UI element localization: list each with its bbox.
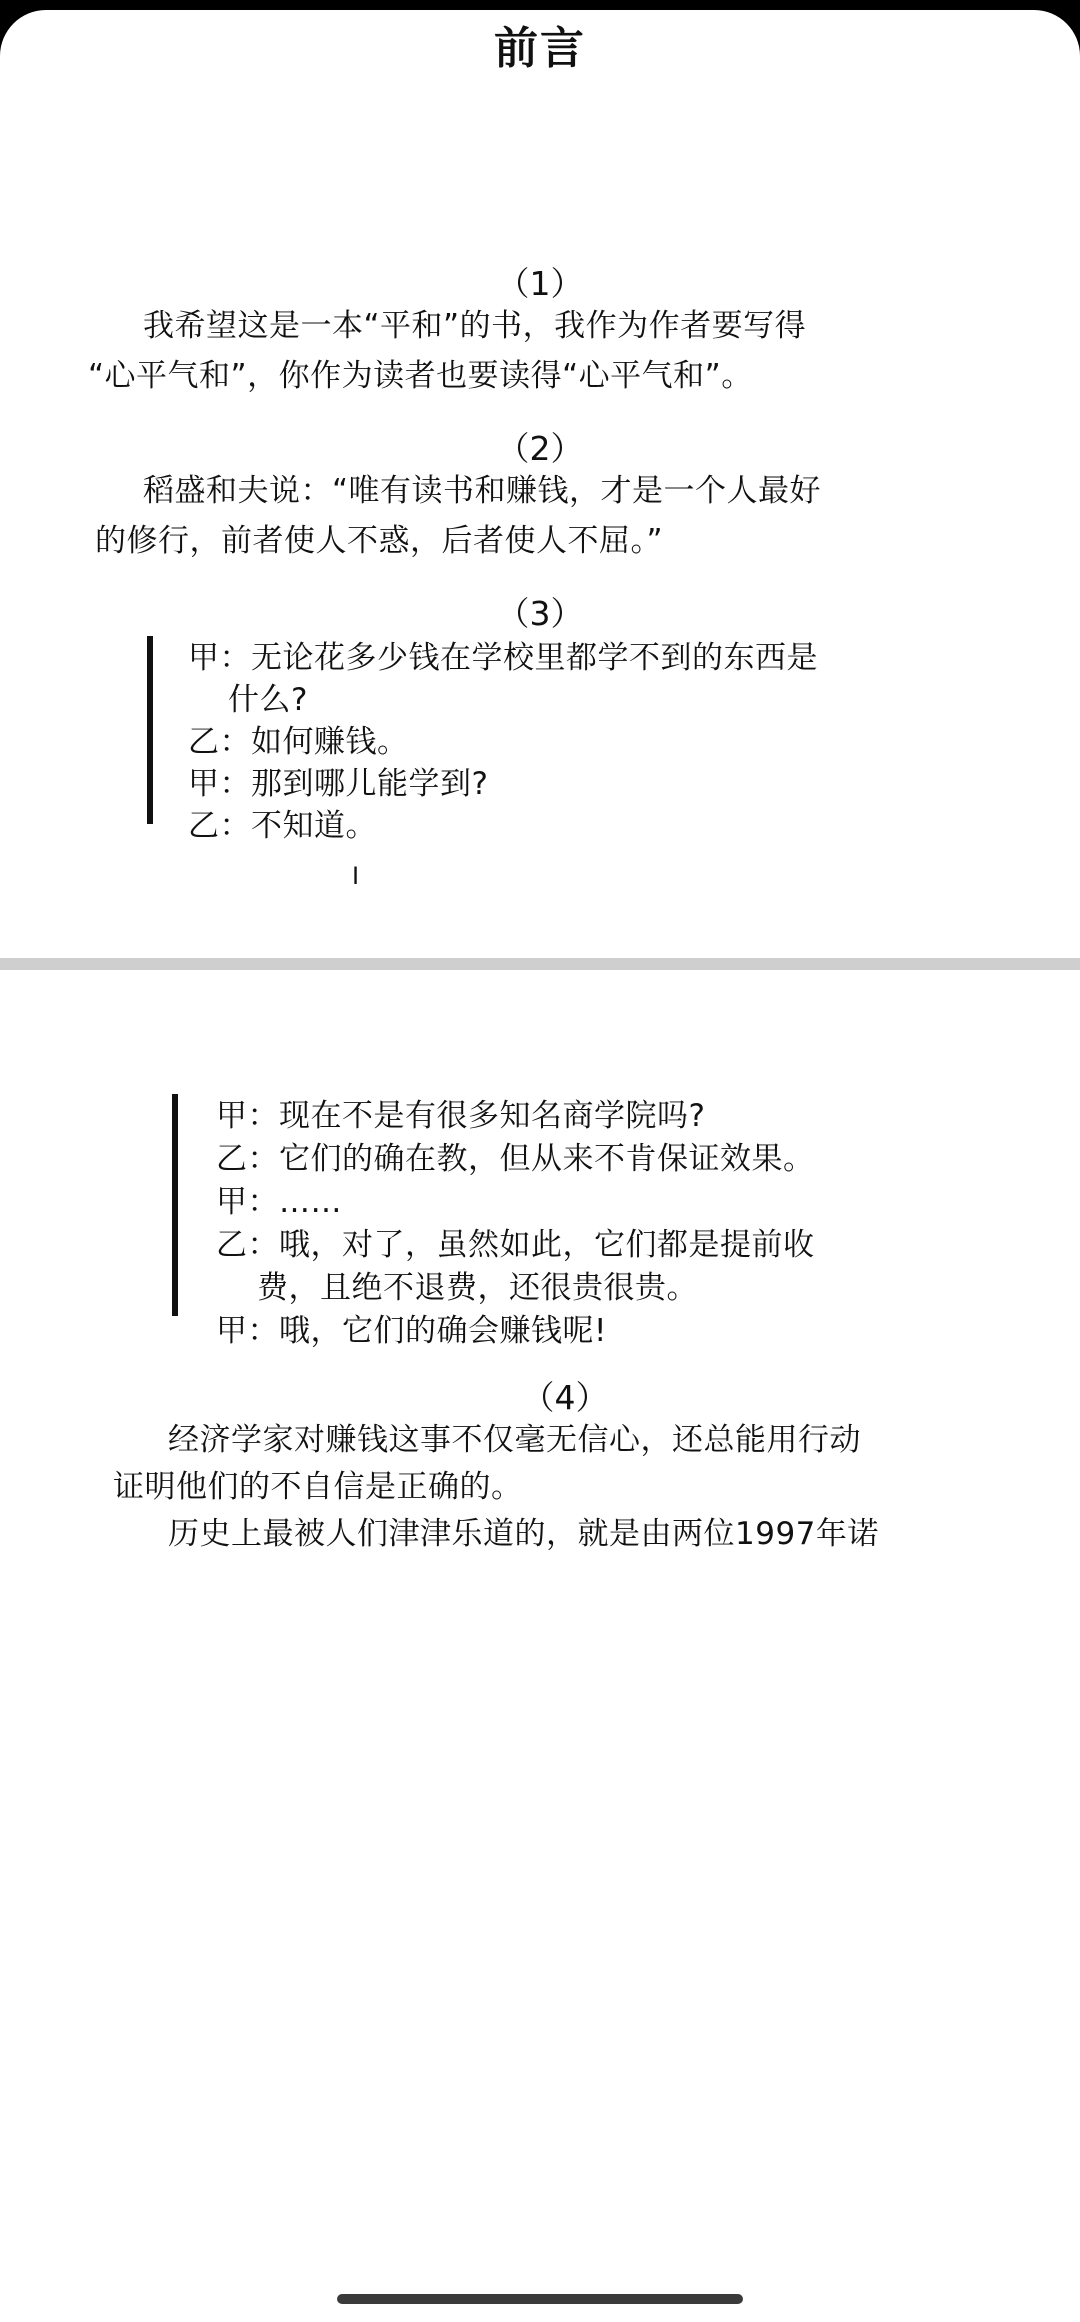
dialogue-line: 什么? <box>228 682 308 718</box>
dialogue-line: 甲：无论花多少钱在学校里都学不到的东西是 <box>188 640 818 676</box>
paragraph-line: 历史上最被人们津津乐道的，就是由两位1997年诺 <box>168 1516 879 1552</box>
paragraph-line: 经济学家对赚钱这事不仅毫无信心，还总能用行动 <box>168 1422 861 1458</box>
section-number-2: （2） <box>496 429 584 468</box>
dialogue-quote-bar <box>172 1094 178 1316</box>
dialogue-line: 乙：不知道。 <box>188 808 377 844</box>
paragraph-line: 证明他们的不自信是正确的。 <box>113 1469 523 1505</box>
page-mark: I <box>352 862 360 890</box>
dialogue-line: 甲：哦，它们的确会赚钱呢! <box>216 1313 607 1349</box>
paragraph-line: 稻盛和夫说：“唯有读书和赚钱，才是一个人最好 <box>143 473 822 509</box>
book-page-1 <box>0 10 1080 958</box>
paragraph-line: “心平气和”，你作为读者也要读得“心平气和”。 <box>88 358 753 394</box>
dialogue-line: 乙：它们的确在教，但从来不肯保证效果。 <box>216 1141 815 1177</box>
section-number-3: （3） <box>496 594 584 633</box>
home-indicator[interactable] <box>337 2294 743 2304</box>
section-number-1: （1） <box>496 264 584 303</box>
paragraph-line: 我希望这是一本“平和”的书，我作为作者要写得 <box>143 308 807 344</box>
dialogue-line: 乙：如何赚钱。 <box>188 724 409 760</box>
section-number-4: （4） <box>521 1378 609 1417</box>
page-separator <box>0 958 1080 970</box>
dialogue-line: 甲：那到哪儿能学到? <box>188 766 489 802</box>
dialogue-line: 甲：…… <box>216 1184 342 1220</box>
page-title: 前言 <box>494 23 586 74</box>
book-page-2 <box>0 970 1080 2322</box>
dialogue-line: 甲：现在不是有很多知名商学院吗? <box>216 1098 706 1134</box>
dialogue-quote-bar <box>147 636 153 824</box>
dialogue-line: 乙：哦，对了，虽然如此，它们都是提前收 <box>216 1227 815 1263</box>
dialogue-line: 费，且绝不退费，还很贵很贵。 <box>257 1270 698 1306</box>
paragraph-line: 的修行，前者使人不惑，后者使人不屈。” <box>95 523 664 559</box>
